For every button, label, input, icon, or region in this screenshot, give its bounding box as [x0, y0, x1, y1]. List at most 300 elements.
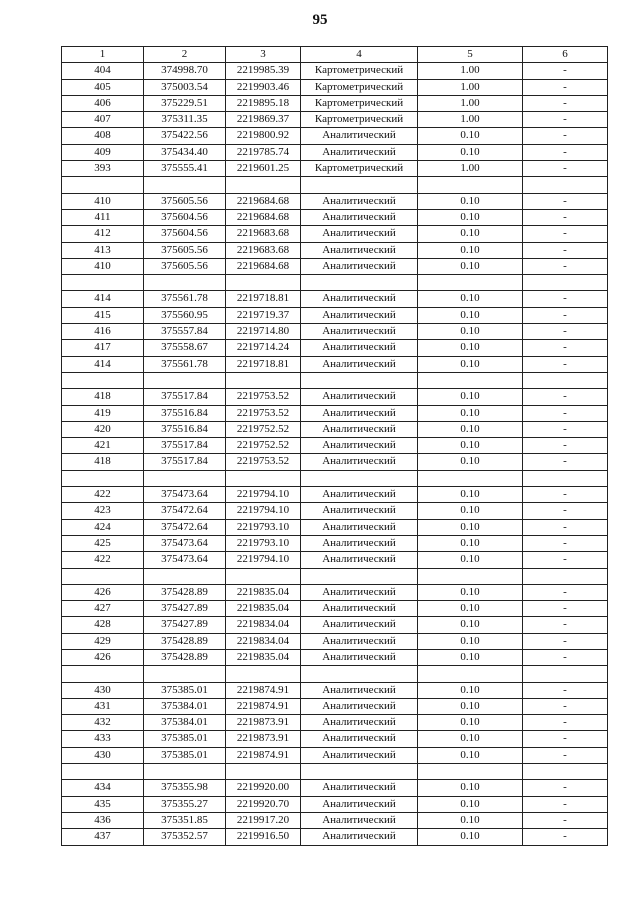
method-cell: Аналитический: [301, 829, 418, 845]
method-cell: Аналитический: [301, 242, 418, 258]
separator-row: [62, 177, 608, 193]
accuracy-cell: 0.10: [418, 633, 523, 649]
method-cell: Аналитический: [301, 209, 418, 225]
note-cell: -: [523, 193, 608, 209]
note-cell: -: [523, 812, 608, 828]
accuracy-cell: 0.10: [418, 747, 523, 763]
method-cell: Аналитический: [301, 552, 418, 568]
y-coordinate-cell: 2219834.04: [226, 617, 301, 633]
note-cell: -: [523, 226, 608, 242]
accuracy-cell: 0.10: [418, 438, 523, 454]
point-number-cell: 432: [62, 715, 144, 731]
table-row: [62, 161, 608, 177]
point-number-cell: 430: [62, 682, 144, 698]
y-coordinate-cell: 2219752.52: [226, 421, 301, 437]
accuracy-cell: 0.10: [418, 209, 523, 225]
point-number-cell: 421: [62, 438, 144, 454]
table-row: [62, 209, 608, 225]
separator-row: [62, 764, 608, 780]
point-number-cell: 416: [62, 324, 144, 340]
table-row: [62, 389, 608, 405]
table-row: [62, 796, 608, 812]
accuracy-cell: 0.10: [418, 829, 523, 845]
point-number-cell: 426: [62, 584, 144, 600]
y-coordinate-cell: 2219718.81: [226, 291, 301, 307]
accuracy-cell: 0.10: [418, 796, 523, 812]
column-header: 4: [301, 47, 418, 63]
point-number-cell: [62, 568, 144, 584]
x-coordinate-cell: 375385.01: [144, 731, 226, 747]
note-cell: -: [523, 454, 608, 470]
accuracy-cell: 0.10: [418, 193, 523, 209]
method-cell: Аналитический: [301, 454, 418, 470]
x-coordinate-cell: 375560.95: [144, 307, 226, 323]
accuracy-cell: 1.00: [418, 112, 523, 128]
table-row: [62, 649, 608, 665]
note-cell: -: [523, 519, 608, 535]
column-header: 3: [226, 47, 301, 63]
y-coordinate-cell: 2219753.52: [226, 454, 301, 470]
accuracy-cell: 0.10: [418, 503, 523, 519]
method-cell: Аналитический: [301, 258, 418, 274]
point-number-cell: 429: [62, 633, 144, 649]
method-cell: Аналитический: [301, 584, 418, 600]
point-number-cell: [62, 764, 144, 780]
note-cell: -: [523, 258, 608, 274]
x-coordinate-cell: 375428.89: [144, 649, 226, 665]
accuracy-cell: 0.10: [418, 405, 523, 421]
method-cell: [301, 470, 418, 486]
table-row: [62, 79, 608, 95]
page-number: 95: [312, 12, 328, 28]
column-header: 2: [144, 47, 226, 63]
y-coordinate-cell: 2219874.91: [226, 747, 301, 763]
x-coordinate-cell: 375428.89: [144, 584, 226, 600]
accuracy-cell: [418, 275, 523, 291]
point-number-cell: 423: [62, 503, 144, 519]
note-cell: -: [523, 617, 608, 633]
table-row: [62, 242, 608, 258]
x-coordinate-cell: 375473.64: [144, 552, 226, 568]
table-row: [62, 340, 608, 356]
y-coordinate-cell: 2219834.04: [226, 633, 301, 649]
point-number-cell: 412: [62, 226, 144, 242]
accuracy-cell: [418, 666, 523, 682]
table-row: [62, 829, 608, 845]
y-coordinate-cell: 2219794.10: [226, 552, 301, 568]
x-coordinate-cell: 375605.56: [144, 193, 226, 209]
coordinates-table: [61, 46, 608, 846]
y-coordinate-cell: 2219719.37: [226, 307, 301, 323]
accuracy-cell: 0.10: [418, 731, 523, 747]
x-coordinate-cell: 375516.84: [144, 405, 226, 421]
x-coordinate-cell: 375352.57: [144, 829, 226, 845]
note-cell: -: [523, 307, 608, 323]
accuracy-cell: 0.10: [418, 454, 523, 470]
method-cell: Аналитический: [301, 601, 418, 617]
x-coordinate-cell: [144, 275, 226, 291]
x-coordinate-cell: 375003.54: [144, 79, 226, 95]
accuracy-cell: [418, 177, 523, 193]
accuracy-cell: 0.10: [418, 421, 523, 437]
note-cell: -: [523, 535, 608, 551]
table-row: [62, 258, 608, 274]
point-number-cell: 406: [62, 95, 144, 111]
point-number-cell: 426: [62, 649, 144, 665]
table-row: [62, 535, 608, 551]
accuracy-cell: [418, 568, 523, 584]
note-cell: -: [523, 209, 608, 225]
note-cell: -: [523, 324, 608, 340]
x-coordinate-cell: 375422.56: [144, 128, 226, 144]
accuracy-cell: 0.10: [418, 340, 523, 356]
note-cell: [523, 470, 608, 486]
separator-row: [62, 666, 608, 682]
y-coordinate-cell: 2219684.68: [226, 193, 301, 209]
table-row: [62, 226, 608, 242]
method-cell: Аналитический: [301, 796, 418, 812]
x-coordinate-cell: 375604.56: [144, 226, 226, 242]
accuracy-cell: 0.10: [418, 601, 523, 617]
method-cell: Аналитический: [301, 698, 418, 714]
y-coordinate-cell: 2219895.18: [226, 95, 301, 111]
point-number-cell: 408: [62, 128, 144, 144]
point-number-cell: 428: [62, 617, 144, 633]
x-coordinate-cell: 375555.41: [144, 161, 226, 177]
y-coordinate-cell: 2219683.68: [226, 242, 301, 258]
y-coordinate-cell: 2219920.70: [226, 796, 301, 812]
method-cell: Аналитический: [301, 747, 418, 763]
table-row: [62, 584, 608, 600]
x-coordinate-cell: 375516.84: [144, 421, 226, 437]
point-number-cell: 435: [62, 796, 144, 812]
y-coordinate-cell: [226, 764, 301, 780]
x-coordinate-cell: 375561.78: [144, 356, 226, 372]
point-number-cell: 407: [62, 112, 144, 128]
x-coordinate-cell: 375355.27: [144, 796, 226, 812]
table-row: [62, 601, 608, 617]
point-number-cell: 422: [62, 487, 144, 503]
x-coordinate-cell: 375472.64: [144, 503, 226, 519]
note-cell: -: [523, 144, 608, 160]
y-coordinate-cell: 2219601.25: [226, 161, 301, 177]
table-row: [62, 356, 608, 372]
y-coordinate-cell: 2219714.24: [226, 340, 301, 356]
x-coordinate-cell: 375517.84: [144, 454, 226, 470]
accuracy-cell: 0.10: [418, 307, 523, 323]
x-coordinate-cell: [144, 568, 226, 584]
point-number-cell: 404: [62, 63, 144, 79]
method-cell: Картометрический: [301, 161, 418, 177]
method-cell: Аналитический: [301, 487, 418, 503]
y-coordinate-cell: 2219873.91: [226, 731, 301, 747]
method-cell: Аналитический: [301, 535, 418, 551]
note-cell: -: [523, 731, 608, 747]
note-cell: [523, 568, 608, 584]
point-number-cell: 417: [62, 340, 144, 356]
point-number-cell: 433: [62, 731, 144, 747]
x-coordinate-cell: 375604.56: [144, 209, 226, 225]
point-number-cell: [62, 372, 144, 388]
table-row: [62, 731, 608, 747]
note-cell: -: [523, 796, 608, 812]
table-row: [62, 128, 608, 144]
y-coordinate-cell: 2219903.46: [226, 79, 301, 95]
point-number-cell: 422: [62, 552, 144, 568]
y-coordinate-cell: 2219835.04: [226, 584, 301, 600]
accuracy-cell: 0.10: [418, 128, 523, 144]
y-coordinate-cell: 2219800.92: [226, 128, 301, 144]
y-coordinate-cell: 2219785.74: [226, 144, 301, 160]
x-coordinate-cell: 375229.51: [144, 95, 226, 111]
table-row: [62, 63, 608, 79]
x-coordinate-cell: 375517.84: [144, 438, 226, 454]
point-number-cell: 393: [62, 161, 144, 177]
x-coordinate-cell: [144, 177, 226, 193]
note-cell: -: [523, 747, 608, 763]
table-row: [62, 747, 608, 763]
point-number-cell: 436: [62, 812, 144, 828]
x-coordinate-cell: 375384.01: [144, 715, 226, 731]
x-coordinate-cell: 375385.01: [144, 682, 226, 698]
accuracy-cell: 0.10: [418, 780, 523, 796]
table-row: [62, 617, 608, 633]
point-number-cell: 430: [62, 747, 144, 763]
x-coordinate-cell: [144, 372, 226, 388]
method-cell: Аналитический: [301, 682, 418, 698]
y-coordinate-cell: 2219985.39: [226, 63, 301, 79]
point-number-cell: 410: [62, 193, 144, 209]
x-coordinate-cell: 375473.64: [144, 535, 226, 551]
column-header: 1: [62, 47, 144, 63]
x-coordinate-cell: 375605.56: [144, 242, 226, 258]
note-cell: -: [523, 128, 608, 144]
point-number-cell: [62, 275, 144, 291]
separator-row: [62, 372, 608, 388]
table-row: [62, 324, 608, 340]
x-coordinate-cell: 374998.70: [144, 63, 226, 79]
accuracy-cell: 0.10: [418, 535, 523, 551]
point-number-cell: 437: [62, 829, 144, 845]
x-coordinate-cell: 375428.89: [144, 633, 226, 649]
table-row: [62, 812, 608, 828]
table-row: [62, 438, 608, 454]
note-cell: -: [523, 161, 608, 177]
point-number-cell: 411: [62, 209, 144, 225]
method-cell: [301, 764, 418, 780]
y-coordinate-cell: [226, 568, 301, 584]
point-number-cell: 418: [62, 454, 144, 470]
note-cell: -: [523, 698, 608, 714]
note-cell: -: [523, 503, 608, 519]
method-cell: Картометрический: [301, 79, 418, 95]
method-cell: Аналитический: [301, 633, 418, 649]
method-cell: Картометрический: [301, 95, 418, 111]
x-coordinate-cell: [144, 666, 226, 682]
accuracy-cell: 0.10: [418, 682, 523, 698]
point-number-cell: 414: [62, 291, 144, 307]
x-coordinate-cell: [144, 764, 226, 780]
method-cell: Аналитический: [301, 780, 418, 796]
method-cell: Аналитический: [301, 307, 418, 323]
column-header: 6: [523, 47, 608, 63]
method-cell: Аналитический: [301, 812, 418, 828]
note-cell: -: [523, 79, 608, 95]
y-coordinate-cell: 2219920.00: [226, 780, 301, 796]
y-coordinate-cell: [226, 177, 301, 193]
y-coordinate-cell: 2219794.10: [226, 487, 301, 503]
y-coordinate-cell: 2219874.91: [226, 682, 301, 698]
method-cell: [301, 568, 418, 584]
note-cell: -: [523, 780, 608, 796]
table-row: [62, 682, 608, 698]
table-row: [62, 421, 608, 437]
y-coordinate-cell: 2219917.20: [226, 812, 301, 828]
method-cell: Аналитический: [301, 389, 418, 405]
method-cell: [301, 275, 418, 291]
table-row: [62, 698, 608, 714]
point-number-cell: 424: [62, 519, 144, 535]
method-cell: Аналитический: [301, 128, 418, 144]
table-body: [62, 63, 608, 845]
y-coordinate-cell: 2219835.04: [226, 649, 301, 665]
y-coordinate-cell: 2219752.52: [226, 438, 301, 454]
column-header: 5: [418, 47, 523, 63]
note-cell: -: [523, 438, 608, 454]
note-cell: -: [523, 715, 608, 731]
x-coordinate-cell: 375311.35: [144, 112, 226, 128]
x-coordinate-cell: 375385.01: [144, 747, 226, 763]
accuracy-cell: 0.10: [418, 389, 523, 405]
point-number-cell: [62, 666, 144, 682]
accuracy-cell: 0.10: [418, 649, 523, 665]
point-number-cell: 431: [62, 698, 144, 714]
y-coordinate-cell: 2219714.80: [226, 324, 301, 340]
accuracy-cell: 0.10: [418, 584, 523, 600]
accuracy-cell: 0.10: [418, 487, 523, 503]
note-cell: -: [523, 291, 608, 307]
method-cell: Аналитический: [301, 731, 418, 747]
note-cell: [523, 764, 608, 780]
note-cell: -: [523, 421, 608, 437]
method-cell: Аналитический: [301, 356, 418, 372]
x-coordinate-cell: 375558.67: [144, 340, 226, 356]
point-number-cell: 425: [62, 535, 144, 551]
x-coordinate-cell: 375351.85: [144, 812, 226, 828]
method-cell: Аналитический: [301, 503, 418, 519]
note-cell: -: [523, 405, 608, 421]
note-cell: -: [523, 389, 608, 405]
note-cell: -: [523, 682, 608, 698]
note-cell: -: [523, 95, 608, 111]
x-coordinate-cell: [144, 470, 226, 486]
table-row: [62, 112, 608, 128]
accuracy-cell: 0.10: [418, 812, 523, 828]
y-coordinate-cell: [226, 372, 301, 388]
method-cell: Картометрический: [301, 112, 418, 128]
y-coordinate-cell: 2219793.10: [226, 519, 301, 535]
method-cell: [301, 372, 418, 388]
note-cell: [523, 666, 608, 682]
x-coordinate-cell: 375384.01: [144, 698, 226, 714]
table-row: [62, 503, 608, 519]
table-row: [62, 715, 608, 731]
table-row: [62, 633, 608, 649]
accuracy-cell: 0.10: [418, 519, 523, 535]
accuracy-cell: 0.10: [418, 715, 523, 731]
accuracy-cell: 0.10: [418, 242, 523, 258]
accuracy-cell: 0.10: [418, 324, 523, 340]
method-cell: Аналитический: [301, 291, 418, 307]
point-number-cell: [62, 177, 144, 193]
point-number-cell: 427: [62, 601, 144, 617]
table-row: [62, 454, 608, 470]
note-cell: -: [523, 649, 608, 665]
y-coordinate-cell: 2219874.91: [226, 698, 301, 714]
separator-row: [62, 275, 608, 291]
x-coordinate-cell: 375472.64: [144, 519, 226, 535]
accuracy-cell: [418, 372, 523, 388]
point-number-cell: 410: [62, 258, 144, 274]
y-coordinate-cell: 2219793.10: [226, 535, 301, 551]
accuracy-cell: 0.10: [418, 226, 523, 242]
method-cell: Аналитический: [301, 226, 418, 242]
accuracy-cell: 0.10: [418, 291, 523, 307]
x-coordinate-cell: 375561.78: [144, 291, 226, 307]
point-number-cell: 434: [62, 780, 144, 796]
x-coordinate-cell: 375427.89: [144, 617, 226, 633]
table-row: [62, 552, 608, 568]
table-row: [62, 291, 608, 307]
note-cell: -: [523, 829, 608, 845]
x-coordinate-cell: 375434.40: [144, 144, 226, 160]
method-cell: Аналитический: [301, 405, 418, 421]
table-row: [62, 405, 608, 421]
accuracy-cell: 0.10: [418, 552, 523, 568]
method-cell: Аналитический: [301, 421, 418, 437]
method-cell: [301, 177, 418, 193]
point-number-cell: 420: [62, 421, 144, 437]
x-coordinate-cell: 375473.64: [144, 487, 226, 503]
method-cell: Аналитический: [301, 649, 418, 665]
note-cell: -: [523, 487, 608, 503]
method-cell: Аналитический: [301, 438, 418, 454]
y-coordinate-cell: 2219794.10: [226, 503, 301, 519]
accuracy-cell: 1.00: [418, 79, 523, 95]
table-header-row: [62, 47, 608, 63]
method-cell: Аналитический: [301, 324, 418, 340]
separator-row: [62, 470, 608, 486]
table-row: [62, 307, 608, 323]
point-number-cell: 413: [62, 242, 144, 258]
note-cell: -: [523, 601, 608, 617]
table-row: [62, 519, 608, 535]
point-number-cell: 409: [62, 144, 144, 160]
method-cell: Аналитический: [301, 617, 418, 633]
method-cell: [301, 666, 418, 682]
y-coordinate-cell: 2219684.68: [226, 258, 301, 274]
note-cell: -: [523, 584, 608, 600]
method-cell: Аналитический: [301, 144, 418, 160]
accuracy-cell: 0.10: [418, 258, 523, 274]
y-coordinate-cell: 2219873.91: [226, 715, 301, 731]
note-cell: -: [523, 356, 608, 372]
y-coordinate-cell: 2219869.37: [226, 112, 301, 128]
x-coordinate-cell: 375355.98: [144, 780, 226, 796]
y-coordinate-cell: 2219684.68: [226, 209, 301, 225]
accuracy-cell: 0.10: [418, 698, 523, 714]
y-coordinate-cell: 2219916.50: [226, 829, 301, 845]
